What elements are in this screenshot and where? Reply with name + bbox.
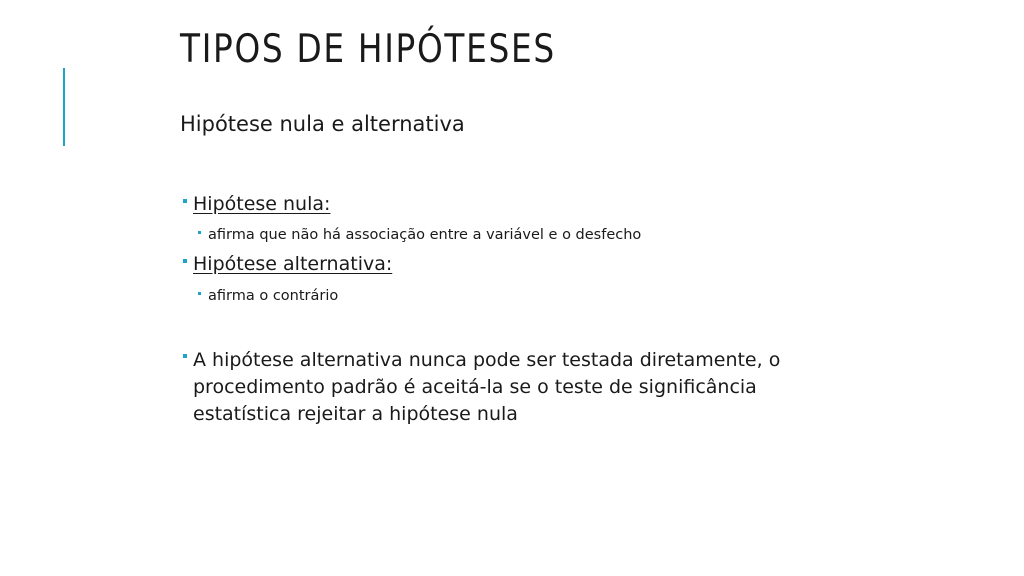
bullet-square-icon	[198, 231, 201, 234]
bullet-square-icon	[183, 259, 187, 263]
sub-bullet-null-hypothesis	[208, 225, 641, 245]
sub-bullet-text: afirma que não há associação entre a variável e o desfecho	[208, 227, 642, 243]
sub-bullet-text: afirma o contrário	[208, 288, 339, 304]
bullet-square-icon	[183, 199, 187, 203]
bullet-null-hypothesis	[193, 192, 330, 216]
bullet-alternative-hypothesis	[193, 252, 392, 276]
note-text: A hipótese alternativa nunca pode ser testada diretamente, o procedimento padrão é aceitá-la se o teste de significância estatística rejeitar a hipótese nula	[193, 349, 781, 425]
bullet-square-icon	[198, 292, 201, 295]
slide-title: TIPOS DE HIPÓTESES	[180, 27, 556, 72]
bullet-note	[193, 347, 853, 428]
slide-subtitle: Hipótese nula e alternativa	[180, 112, 465, 136]
sub-bullet-alternative-hypothesis	[208, 286, 338, 306]
bullet-square-icon	[183, 354, 187, 358]
title-accent-bar	[63, 68, 65, 146]
bullet-label: Hipótese alternativa:	[193, 253, 393, 275]
bullet-label: Hipótese nula:	[193, 193, 331, 215]
